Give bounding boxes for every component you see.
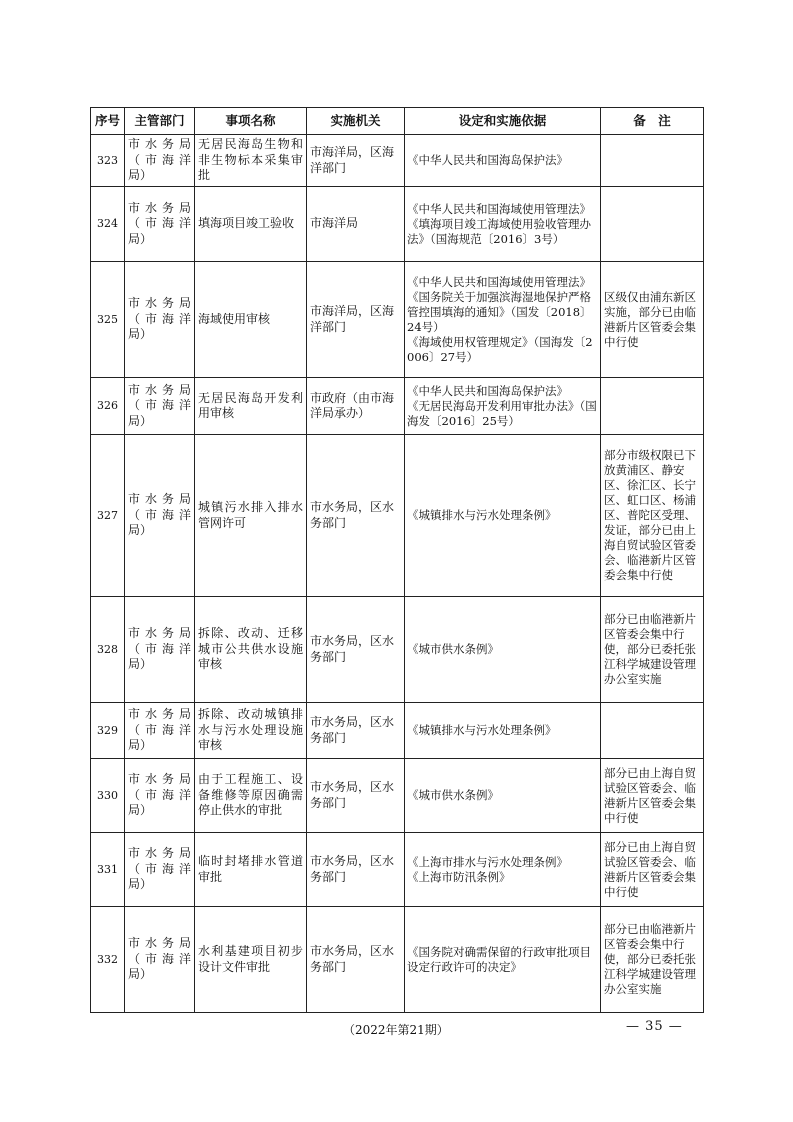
table-row <box>91 759 704 833</box>
issue-label: （2022年第21期） <box>343 1023 449 1037</box>
row-no: 325 <box>91 262 125 378</box>
row-note <box>601 378 704 435</box>
row-note: 部分已由临港新片区管委会集中行使，部分已委托张江科学城建设管理办公室实施 <box>601 597 704 703</box>
row-agency: 市水务局，区水务部门 <box>307 703 405 759</box>
row-no: 330 <box>91 759 125 833</box>
row-agency: 市海洋局 <box>307 187 405 262</box>
row-note <box>601 187 704 262</box>
row-dept: 市水务局（市海洋局） <box>125 135 195 187</box>
row-no: 327 <box>91 435 125 597</box>
row-note <box>601 703 704 759</box>
table-row <box>91 378 704 435</box>
row-agency: 市水务局，区水务部门 <box>307 833 405 907</box>
header-no: 序号 <box>91 108 125 135</box>
header-note: 备 注 <box>601 108 704 135</box>
row-dept: 市水务局（市海洋局） <box>125 759 195 833</box>
row-note <box>601 135 704 187</box>
row-item: 拆除、改动、迁移城市公共供水设施审核 <box>195 597 307 703</box>
row-dept: 市水务局（市海洋局） <box>125 378 195 435</box>
row-note: 部分市级权限已下放黄浦区、静安区、徐汇区、长宁区、虹口区、杨浦区、普陀区受理、发证，部分已由上海自贸试验区管委会、临港新片区管委会集中行使 <box>601 435 704 597</box>
row-note: 部分已由上海自贸试验区管委会、临港新片区管委会集中行使 <box>601 759 704 833</box>
row-no: 328 <box>91 597 125 703</box>
table-row <box>91 833 704 907</box>
row-note: 区级仅由浦东新区实施，部分已由临港新片区管委会集中行使 <box>601 262 704 378</box>
row-basis: 《城市供水条例》 <box>405 597 601 703</box>
row-dept: 市水务局（市海洋局） <box>125 435 195 597</box>
row-dept: 市水务局（市海洋局） <box>125 262 195 378</box>
row-no: 331 <box>91 833 125 907</box>
row-item: 海域使用审核 <box>195 262 307 378</box>
header-dept: 主管部门 <box>125 108 195 135</box>
row-agency: 市政府（由市海洋局承办） <box>307 378 405 435</box>
row-basis: 《城镇排水与污水处理条例》 <box>405 435 601 597</box>
row-note: 部分已由临港新片区管委会集中行使，部分已委托张江科学城建设管理办公室实施 <box>601 907 704 1013</box>
row-item: 拆除、改动城镇排水与污水处理设施审核 <box>195 703 307 759</box>
row-no: 332 <box>91 907 125 1013</box>
row-item: 城镇污水排入排水管网许可 <box>195 435 307 597</box>
table-row <box>91 135 704 187</box>
row-item: 临时封堵排水管道审批 <box>195 833 307 907</box>
row-no: 324 <box>91 187 125 262</box>
table-row <box>91 435 704 597</box>
header-basis: 设定和实施依据 <box>405 108 601 135</box>
row-agency: 市水务局，区水务部门 <box>307 597 405 703</box>
table-row <box>91 703 704 759</box>
table-header-row <box>91 108 704 135</box>
row-dept: 市水务局（市海洋局） <box>125 597 195 703</box>
row-item: 填海项目竣工验收 <box>195 187 307 262</box>
row-basis: 《国务院对确需保留的行政审批项目设定行政许可的决定》 <box>405 907 601 1013</box>
row-basis: 《中华人民共和国海岛保护法》 <box>405 135 601 187</box>
row-no: 326 <box>91 378 125 435</box>
row-item: 水利基建项目初步设计文件审批 <box>195 907 307 1013</box>
row-dept: 市水务局（市海洋局） <box>125 703 195 759</box>
header-item: 事项名称 <box>195 108 307 135</box>
row-no: 323 <box>91 135 125 187</box>
row-agency: 市海洋局，区海洋部门 <box>307 135 405 187</box>
table-row <box>91 187 704 262</box>
row-no: 329 <box>91 703 125 759</box>
row-basis: 《中华人民共和国海域使用管理法》 《国务院关于加强滨海湿地保护严格管控围填海的通知》（国发〔2018〕24号） 《海域使用权管理规定》（国海发〔2006〕27号） <box>405 262 601 378</box>
row-item: 无居民海岛生物和非生物标本采集审批 <box>195 135 307 187</box>
row-item: 由于工程施工、设备维修等原因确需停止供水的审批 <box>195 759 307 833</box>
row-basis: 《中华人民共和国海岛保护法》 《无居民海岛开发利用审批办法》（国海发〔2016〕25号） <box>405 378 601 435</box>
row-basis: 《中华人民共和国海域使用管理法》 《填海项目竣工海域使用验收管理办法》（国海规范〔2016〕3号） <box>405 187 601 262</box>
row-agency: 市水务局，区水务部门 <box>307 907 405 1013</box>
row-agency: 市海洋局，区海洋部门 <box>307 262 405 378</box>
row-agency: 市水务局，区水务部门 <box>307 435 405 597</box>
page-footer <box>0 1019 793 1039</box>
row-note: 部分已由上海自贸试验区管委会、临港新片区管委会集中行使 <box>601 833 704 907</box>
row-dept: 市水务局（市海洋局） <box>125 833 195 907</box>
approval-items-table <box>90 107 704 1013</box>
row-basis: 《城市供水条例》 <box>405 759 601 833</box>
row-agency: 市水务局，区水务部门 <box>307 759 405 833</box>
row-dept: 市水务局（市海洋局） <box>125 907 195 1013</box>
row-dept: 市水务局（市海洋局） <box>125 187 195 262</box>
row-item: 无居民海岛开发利用审核 <box>195 378 307 435</box>
row-basis: 《上海市排水与污水处理条例》 《上海市防汛条例》 <box>405 833 601 907</box>
header-agency: 实施机关 <box>307 108 405 135</box>
row-basis: 《城镇排水与污水处理条例》 <box>405 703 601 759</box>
table-row <box>91 262 704 378</box>
table-row <box>91 597 704 703</box>
table-row <box>91 907 704 1013</box>
page-number: — 35 — <box>626 1019 683 1034</box>
